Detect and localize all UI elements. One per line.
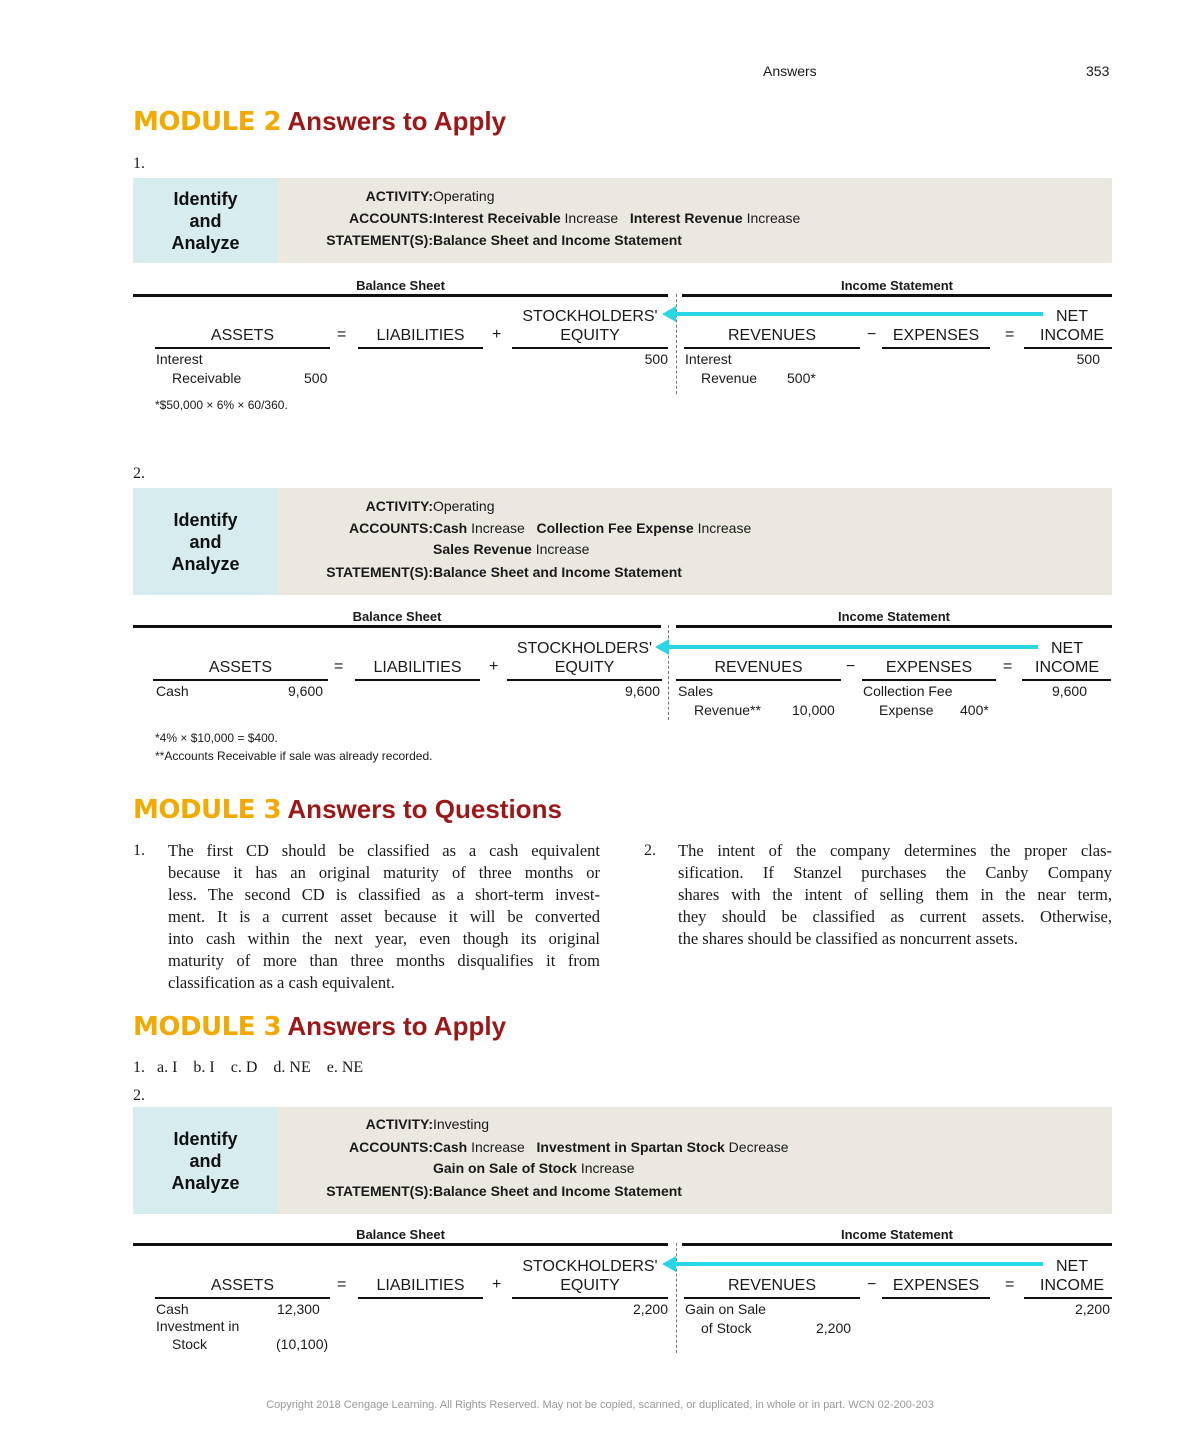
answer-paragraph-1: The first CD should be classified as a cash equivalent because it has an original maturity of three months or less. The second CD is classified as a short-term invest- ment. It is a current asset because it will be converted into cash within the next year, even though its original maturity of more than three months disqualifies it from classification as a cash equivalent. [168, 841, 600, 992]
copyright-footer: Copyright 2018 Cengage Learning. All Rights Reserved. May not be copied, scanned, or duplicated, in whole or in part. WCN 02-200-203 [266, 1399, 934, 1411]
identify-analyze-label: Identify and Analyze [133, 1107, 278, 1214]
balance-sheet-heading: Balance Sheet [356, 1227, 445, 1242]
identify-analyze-label: Identify and Analyze [133, 488, 278, 595]
col-stockholders-equity: STOCKHOLDERS' EQUITY [516, 640, 653, 676]
section-title-text: Answers to Apply [287, 1011, 507, 1041]
question-number: 1. [133, 155, 145, 172]
footnote: *$50,000 × 6% × 60/360. [155, 398, 288, 412]
col-assets: ASSETS [210, 327, 275, 344]
answer-line: 1. a. I b. I c. D d. NE e. NE [133, 1059, 364, 1076]
question-number: 1. [133, 842, 145, 859]
col-assets: ASSETS [210, 1277, 275, 1294]
identify-analyze-box: Identify and Analyze ACTIVITY: Operating ACCOUNTS: Cash Increase Collection Fee Expense Increase Sales Revenue Increase STATEMENT(S): Balance Sheet and Income Statement [133, 488, 1112, 595]
section-title-text: Answers to Apply [287, 106, 507, 136]
col-revenues: REVENUES [727, 1277, 817, 1294]
col-revenues: REVENUES [727, 327, 817, 344]
col-net-income: NET INCOME [1040, 308, 1104, 344]
col-net-income: NET INCOME [1040, 1258, 1104, 1294]
footnote: **Accounts Receivable if sale was already recorded. [155, 749, 433, 763]
col-assets: ASSETS [208, 659, 273, 676]
module-label: MODULE 2 [133, 107, 282, 137]
balance-sheet-heading: Balance Sheet [352, 609, 442, 624]
footnote: *4% × $10,000 = $400. [155, 731, 278, 745]
question-number: 2. [133, 1087, 145, 1104]
income-statement-heading: Income Statement [841, 1227, 953, 1242]
flow-arrow [668, 645, 1038, 649]
identify-analyze-box: Identify and Analyze ACTIVITY: Investing ACCOUNTS: Cash Increase Investment in Spartan Stock Decrease Gain on Sale of Stock Increase STATEMENT(S): Balance Sheet and Income Statement [133, 1107, 1112, 1214]
col-liabilities: LIABILITIES [376, 1277, 465, 1294]
section-title-text: Answers to Questions [287, 794, 562, 824]
col-expenses: EXPENSES [892, 327, 980, 344]
col-net-income: NET INCOME [1035, 640, 1099, 676]
income-statement-heading: Income Statement [841, 278, 953, 293]
module-label: MODULE 3 [133, 1012, 282, 1042]
running-head: Answers [763, 63, 817, 79]
section-title-m3-apply [133, 1011, 506, 1042]
module-label: MODULE 3 [133, 795, 282, 825]
income-statement-heading: Income Statement [838, 609, 950, 624]
question-number: 2. [644, 842, 656, 859]
balance-sheet-heading: Balance Sheet [356, 278, 445, 293]
col-liabilities: LIABILITIES [376, 327, 465, 344]
col-revenues: REVENUES [714, 659, 803, 676]
flow-arrow [675, 312, 1043, 316]
section-title-m2-apply [133, 106, 506, 137]
col-expenses: EXPENSES [892, 1277, 980, 1294]
col-stockholders-equity: STOCKHOLDERS' EQUITY [522, 1258, 658, 1294]
flow-arrow [675, 1262, 1043, 1266]
col-stockholders-equity: STOCKHOLDERS' EQUITY [522, 308, 658, 344]
answer-paragraph-2: The intent of the company determines the proper clas- sification. If Stanzel purchases the Canby Company shares with the intent of selling them in the near term, they should be classified as current assets. Otherwise, the shares should be classified as noncurrent assets. [678, 841, 1112, 948]
question-number: 2. [133, 465, 145, 482]
identify-analyze-box: Identify and Analyze ACTIVITY: Operating ACCOUNTS: Interest Receivable Increase Interest Revenue Increase STATEMENT(S): Balance Sheet and Income Statement [133, 178, 1112, 263]
identify-analyze-label: Identify and Analyze [133, 178, 278, 263]
col-liabilities: LIABILITIES [373, 659, 462, 676]
col-expenses: EXPENSES [885, 659, 973, 676]
page-number: 353 [1086, 63, 1110, 79]
section-title-m3-questions [133, 794, 562, 825]
